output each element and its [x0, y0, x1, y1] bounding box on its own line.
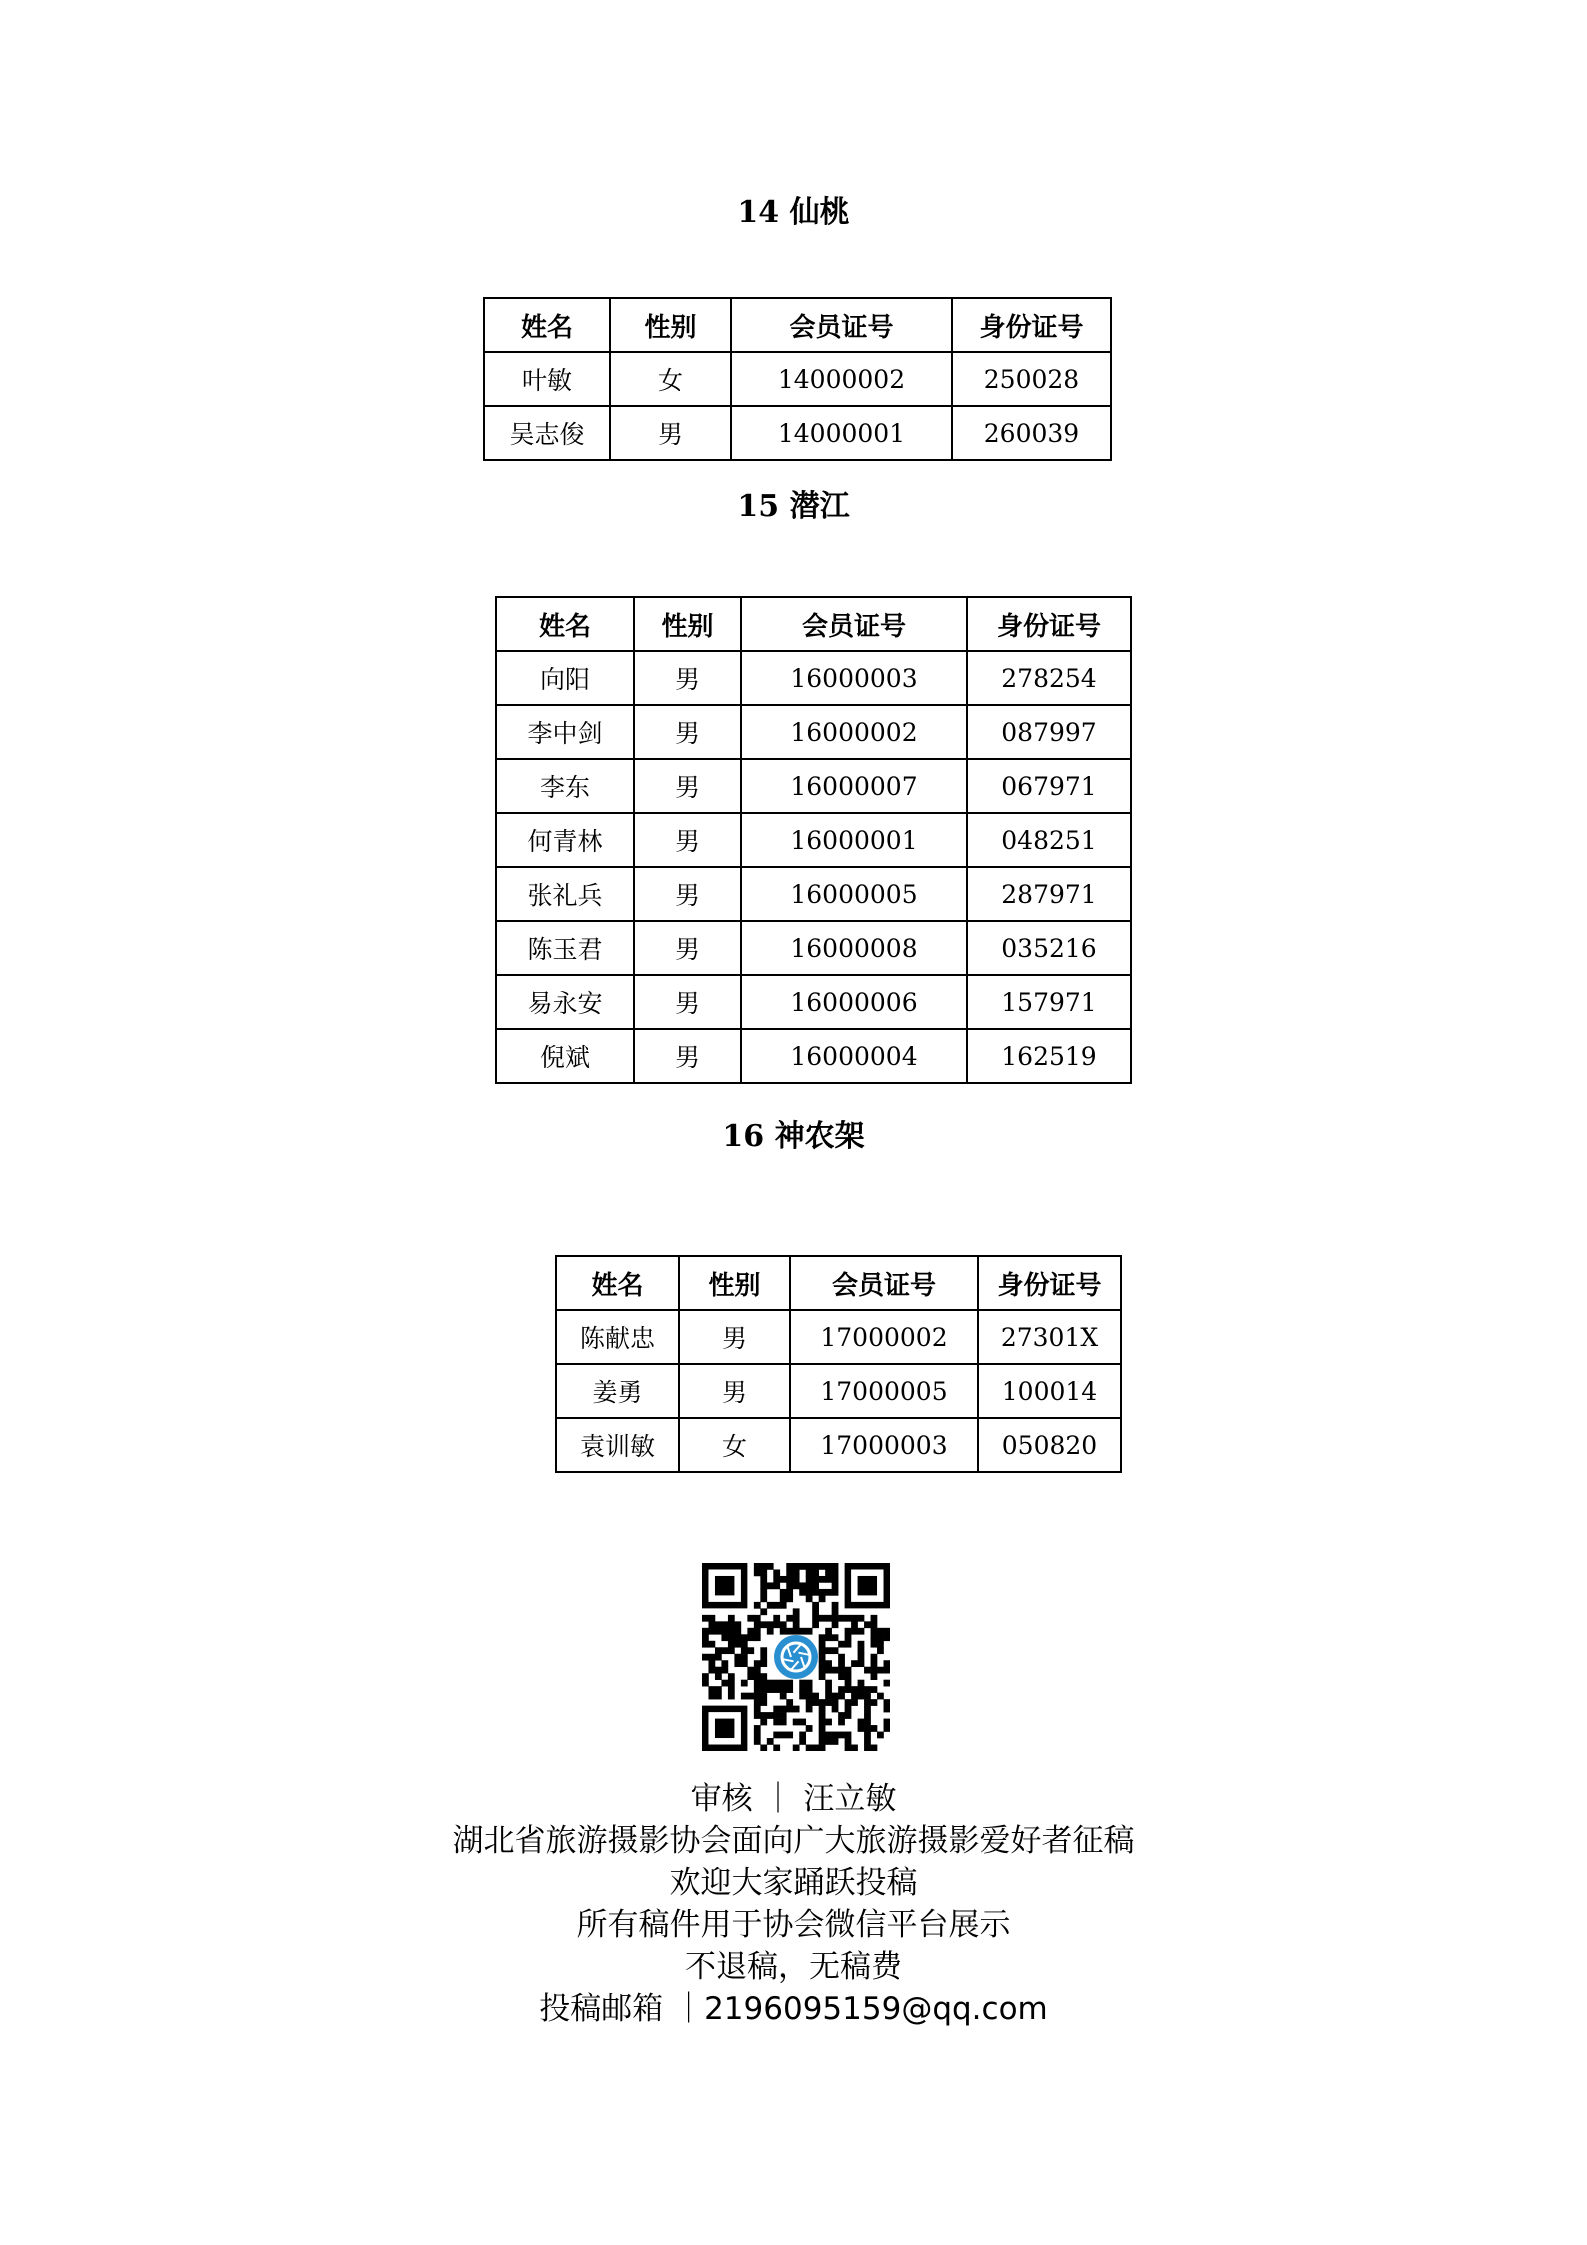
- cell-id-number: 048251: [967, 813, 1131, 867]
- cell-name: 陈玉君: [496, 921, 634, 975]
- cell-id-number: 287971: [967, 867, 1131, 921]
- submission-email: 投稿邮箱 ｜2196095159@qq.com: [539, 1991, 1048, 2027]
- cell-name: 向阳: [496, 651, 634, 705]
- cell-name: 姜勇: [556, 1364, 679, 1418]
- col-header-name: 姓名: [484, 298, 610, 352]
- cell-gender: 男: [679, 1310, 790, 1364]
- cell-id-number: 250028: [952, 352, 1111, 406]
- col-header-name: 姓名: [496, 597, 634, 651]
- cell-id-number: 27301X: [978, 1310, 1121, 1364]
- col-header-gender: 性别: [610, 298, 731, 352]
- table-row: [484, 406, 1111, 460]
- cell-member-id: 16000007: [741, 759, 967, 813]
- cell-member-id: 16000002: [741, 705, 967, 759]
- table-row: [556, 1418, 1121, 1472]
- cell-gender: 男: [634, 1029, 741, 1083]
- cell-member-id: 16000001: [741, 813, 967, 867]
- table-qianjiang: [495, 596, 1132, 1084]
- call-for-submissions: 湖北省旅游摄影协会面向广大旅游摄影爱好者征稿: [452, 1823, 1135, 1859]
- cell-member-id: 14000002: [731, 352, 952, 406]
- cell-name: 何青林: [496, 813, 634, 867]
- table-row: [496, 759, 1131, 813]
- col-header-member-id: 会员证号: [731, 298, 952, 352]
- footer: [0, 1778, 1587, 2030]
- table-row: [496, 921, 1131, 975]
- cell-gender: 男: [634, 921, 741, 975]
- col-header-member-id: 会员证号: [741, 597, 967, 651]
- table-row: [496, 651, 1131, 705]
- cell-name: 李中剑: [496, 705, 634, 759]
- table-row: [496, 705, 1131, 759]
- welcome-line: 欢迎大家踊跃投稿: [669, 1865, 918, 1901]
- cell-gender: 男: [634, 705, 741, 759]
- col-header-id-number: 身份证号: [967, 597, 1131, 651]
- cell-gender: 男: [634, 651, 741, 705]
- col-header-gender: 性别: [679, 1256, 790, 1310]
- cell-gender: 男: [634, 813, 741, 867]
- table-xiantao: [483, 297, 1112, 461]
- table-header-row: [484, 298, 1111, 352]
- cell-gender: 男: [634, 759, 741, 813]
- cell-member-id: 16000003: [741, 651, 967, 705]
- cell-name: 叶敏: [484, 352, 610, 406]
- cell-member-id: 17000005: [790, 1364, 978, 1418]
- cell-member-id: 16000004: [741, 1029, 967, 1083]
- no-fee-line: 不退稿，无稿费: [685, 1949, 902, 1985]
- col-header-id-number: 身份证号: [952, 298, 1111, 352]
- col-header-id-number: 身份证号: [978, 1256, 1121, 1310]
- cell-gender: 男: [634, 975, 741, 1029]
- col-header-member-id: 会员证号: [790, 1256, 978, 1310]
- cell-id-number: 100014: [978, 1364, 1121, 1418]
- table-header-row: [496, 597, 1131, 651]
- cell-name: 吴志俊: [484, 406, 610, 460]
- col-header-gender: 性别: [634, 597, 741, 651]
- cell-member-id: 17000003: [790, 1418, 978, 1472]
- table-shennongjia: [555, 1255, 1122, 1473]
- col-header-name: 姓名: [556, 1256, 679, 1310]
- table-row: [496, 867, 1131, 921]
- cell-id-number: 157971: [967, 975, 1131, 1029]
- cell-id-number: 035216: [967, 921, 1131, 975]
- cell-member-id: 17000002: [790, 1310, 978, 1364]
- cell-name: 易永安: [496, 975, 634, 1029]
- cell-id-number: 278254: [967, 651, 1131, 705]
- cell-id-number: 050820: [978, 1418, 1121, 1472]
- section-title-qianjiang: 15 潜江: [737, 489, 850, 524]
- table-row: [484, 352, 1111, 406]
- section-title-xiantao: 14 仙桃: [737, 195, 850, 230]
- cell-name: 袁训敏: [556, 1418, 679, 1472]
- cell-gender: 女: [610, 352, 731, 406]
- cell-member-id: 14000001: [731, 406, 952, 460]
- cell-member-id: 16000008: [741, 921, 967, 975]
- qr-code: [702, 1563, 890, 1751]
- cell-gender: 男: [679, 1364, 790, 1418]
- cell-id-number: 260039: [952, 406, 1111, 460]
- cell-name: 李东: [496, 759, 634, 813]
- cell-id-number: 162519: [967, 1029, 1131, 1083]
- table-row: [556, 1310, 1121, 1364]
- cell-name: 倪斌: [496, 1029, 634, 1083]
- cell-gender: 男: [610, 406, 731, 460]
- cell-gender: 女: [679, 1418, 790, 1472]
- usage-line: 所有稿件用于协会微信平台展示: [576, 1907, 1011, 1943]
- cell-member-id: 16000005: [741, 867, 967, 921]
- table-row: [496, 813, 1131, 867]
- section-title-shennongjia: 16 神农架: [722, 1119, 865, 1154]
- cell-gender: 男: [634, 867, 741, 921]
- cell-id-number: 067971: [967, 759, 1131, 813]
- qr-code-icon: [702, 1563, 890, 1751]
- cell-name: 张礼兵: [496, 867, 634, 921]
- cell-id-number: 087997: [967, 705, 1131, 759]
- table-header-row: [556, 1256, 1121, 1310]
- table-row: [496, 975, 1131, 1029]
- table-row: [496, 1029, 1131, 1083]
- cell-member-id: 16000006: [741, 975, 967, 1029]
- reviewer-line: 审核 ｜ 汪立敏: [690, 1781, 897, 1817]
- table-row: [556, 1364, 1121, 1418]
- cell-name: 陈献忠: [556, 1310, 679, 1364]
